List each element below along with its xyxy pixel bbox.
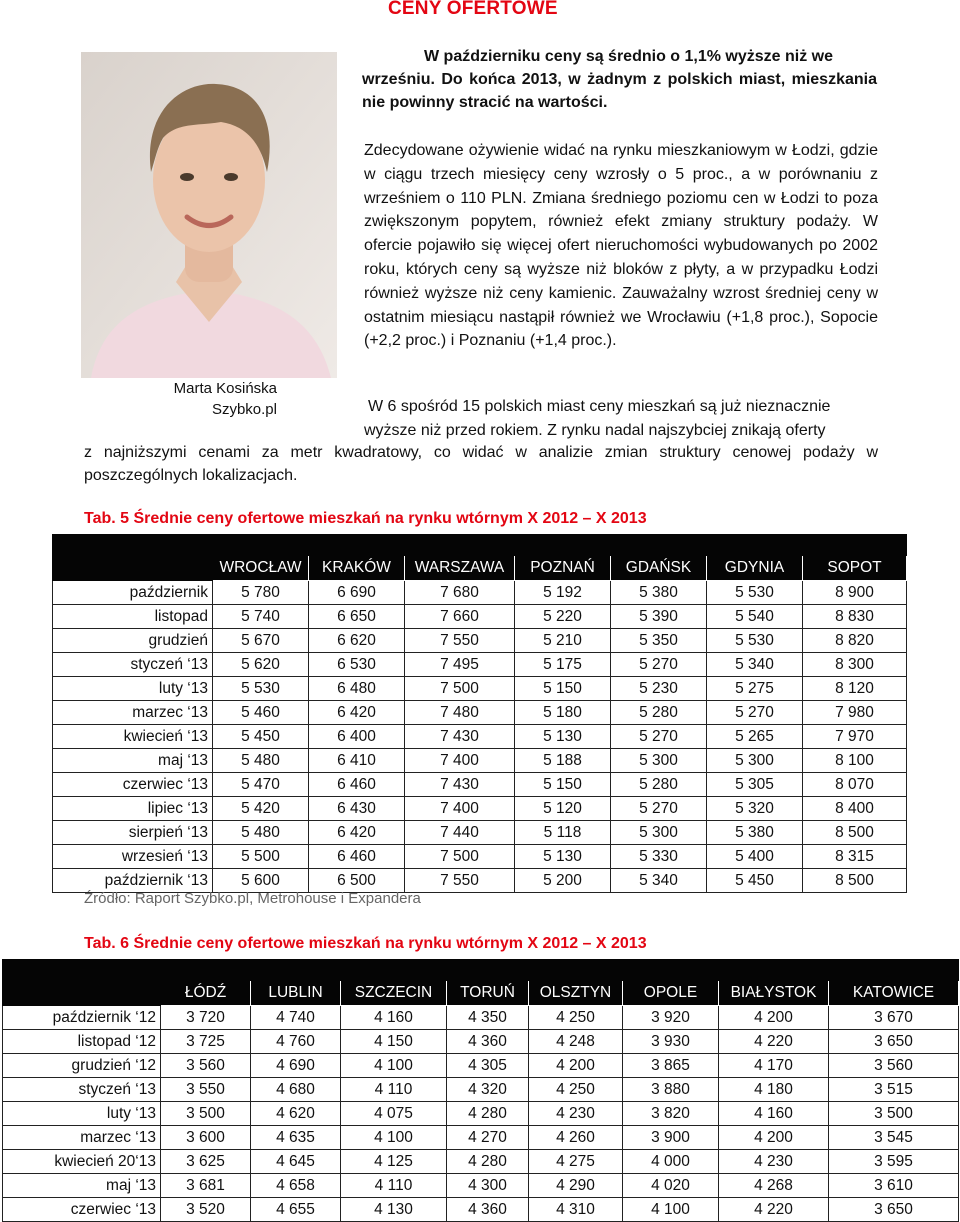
- price-cell: 4 230: [719, 1150, 829, 1174]
- price-cell: 8 500: [803, 821, 907, 845]
- price-cell: 4 305: [447, 1054, 529, 1078]
- price-cell: 5 780: [213, 581, 309, 605]
- price-cell: 3 595: [829, 1150, 959, 1174]
- table-row: [53, 869, 907, 893]
- row-label: grudzień ‘12: [3, 1054, 161, 1078]
- table5: [52, 534, 907, 893]
- price-cell: 5 150: [515, 677, 611, 701]
- price-cell: 5 420: [213, 797, 309, 821]
- price-cell: 7 400: [405, 749, 515, 773]
- row-label: październik ‘12: [3, 1006, 161, 1030]
- column-header: WARSZAWA: [405, 556, 515, 581]
- price-cell: 3 545: [829, 1126, 959, 1150]
- page-title: CENY OFERTOWE: [388, 0, 558, 19]
- price-cell: 7 480: [405, 701, 515, 725]
- column-header: LUBLIN: [251, 981, 341, 1006]
- price-cell: 4 220: [719, 1198, 829, 1222]
- price-cell: 5 270: [611, 797, 707, 821]
- table-row: [3, 1030, 959, 1054]
- price-cell: 3 500: [161, 1102, 251, 1126]
- price-cell: 5 460: [213, 701, 309, 725]
- price-cell: 4 760: [251, 1030, 341, 1054]
- price-cell: 3 820: [623, 1102, 719, 1126]
- price-cell: 3 520: [161, 1198, 251, 1222]
- price-cell: 4 100: [623, 1198, 719, 1222]
- price-cell: 5 530: [707, 581, 803, 605]
- row-label: wrzesień ‘13: [53, 845, 213, 869]
- price-cell: 5 320: [707, 797, 803, 821]
- price-cell: 3 500: [829, 1102, 959, 1126]
- column-header: OPOLE: [623, 981, 719, 1006]
- price-cell: 5 390: [611, 605, 707, 629]
- table-header-row: [53, 556, 907, 581]
- price-cell: 5 450: [213, 725, 309, 749]
- price-cell: 8 120: [803, 677, 907, 701]
- price-cell: 5 220: [515, 605, 611, 629]
- price-cell: 7 500: [405, 845, 515, 869]
- price-cell: 8 400: [803, 797, 907, 821]
- table-row: [53, 605, 907, 629]
- table-row: [3, 1198, 959, 1222]
- price-cell: 8 100: [803, 749, 907, 773]
- column-header: WROCŁAW: [213, 556, 309, 581]
- author-photo: [81, 52, 337, 378]
- para2-line-2: wyższe niż przed rokiem. Z rynku nadal najszybciej znikają oferty: [364, 421, 826, 439]
- price-cell: 5 270: [611, 653, 707, 677]
- price-cell: 8 900: [803, 581, 907, 605]
- price-cell: 5 380: [707, 821, 803, 845]
- row-label: styczeń ‘13: [53, 653, 213, 677]
- price-cell: 3 560: [161, 1054, 251, 1078]
- row-label: sierpień ‘13: [53, 821, 213, 845]
- price-cell: 6 650: [309, 605, 405, 629]
- price-cell: 7 430: [405, 725, 515, 749]
- column-header: GDYNIA: [707, 556, 803, 581]
- price-cell: 4 280: [447, 1102, 529, 1126]
- price-cell: 5 400: [707, 845, 803, 869]
- price-cell: 5 480: [213, 749, 309, 773]
- portrait-image: [81, 52, 337, 378]
- table6-caption: Tab. 6 Średnie ceny ofertowe mieszkań na rynku wtórnym X 2012 – X 2013: [84, 935, 647, 952]
- row-label: październik ‘13: [53, 869, 213, 893]
- column-header: POZNAŃ: [515, 556, 611, 581]
- price-cell: 5 192: [515, 581, 611, 605]
- table-row: [53, 749, 907, 773]
- column-header: GDAŃSK: [611, 556, 707, 581]
- price-cell: 5 600: [213, 869, 309, 893]
- price-cell: 4 100: [341, 1126, 447, 1150]
- price-cell: 5 130: [515, 725, 611, 749]
- row-label: maj ‘13: [3, 1174, 161, 1198]
- column-header: KATOWICE: [829, 981, 959, 1006]
- price-cell: 5 300: [611, 749, 707, 773]
- price-cell: 7 550: [405, 869, 515, 893]
- row-label: czerwiec ‘13: [3, 1198, 161, 1222]
- para2-line-1: W 6 spośród 15 polskich miast ceny mieszkań są już nieznacznie: [368, 398, 831, 415]
- row-label: luty ‘13: [53, 677, 213, 701]
- price-cell: 3 880: [623, 1078, 719, 1102]
- price-cell: 4 110: [341, 1174, 447, 1198]
- price-cell: 5 300: [611, 821, 707, 845]
- price-cell: 3 515: [829, 1078, 959, 1102]
- table-row: [53, 629, 907, 653]
- price-cell: 3 560: [829, 1054, 959, 1078]
- row-label: marzec ‘13: [3, 1126, 161, 1150]
- price-cell: 4 130: [341, 1198, 447, 1222]
- price-cell: 3 650: [829, 1030, 959, 1054]
- price-cell: 5 150: [515, 773, 611, 797]
- table-row: [3, 1006, 959, 1030]
- price-cell: 4 658: [251, 1174, 341, 1198]
- price-cell: 4 360: [447, 1030, 529, 1054]
- price-cell: 8 300: [803, 653, 907, 677]
- price-cell: 5 330: [611, 845, 707, 869]
- price-cell: 4 290: [529, 1174, 623, 1198]
- price-cell: 8 820: [803, 629, 907, 653]
- price-cell: 5 380: [611, 581, 707, 605]
- price-cell: 4 180: [719, 1078, 829, 1102]
- price-cell: 5 180: [515, 701, 611, 725]
- author-caption: [150, 378, 277, 420]
- price-cell: 4 740: [251, 1006, 341, 1030]
- price-cell: 8 500: [803, 869, 907, 893]
- price-cell: 5 540: [707, 605, 803, 629]
- table-row: [53, 581, 907, 605]
- column-header: KRAKÓW: [309, 556, 405, 581]
- price-cell: 4 655: [251, 1198, 341, 1222]
- price-cell: 7 970: [803, 725, 907, 749]
- price-cell: 4 248: [529, 1030, 623, 1054]
- price-cell: 3 610: [829, 1174, 959, 1198]
- price-cell: 6 460: [309, 845, 405, 869]
- price-cell: 3 720: [161, 1006, 251, 1030]
- price-cell: 4 075: [341, 1102, 447, 1126]
- body-paragraph-2-rest: z najniższymi cenami za metr kwadratowy, co widać w analizie zmian struktury cenowej podaży w poszczególnych lokalizacjach.: [84, 444, 878, 484]
- price-cell: 4 160: [719, 1102, 829, 1126]
- price-cell: 5 620: [213, 653, 309, 677]
- price-cell: 4 160: [341, 1006, 447, 1030]
- price-cell: 5 480: [213, 821, 309, 845]
- price-cell: 4 645: [251, 1150, 341, 1174]
- table-row: [3, 1078, 959, 1102]
- table5-caption: Tab. 5 Średnie ceny ofertowe mieszkań na rynku wtórnym X 2012 – X 2013: [84, 510, 647, 527]
- table-top-bar: [53, 535, 907, 556]
- table-row: [53, 677, 907, 701]
- price-cell: 4 000: [623, 1150, 719, 1174]
- price-cell: 6 530: [309, 653, 405, 677]
- price-cell: 5 350: [611, 629, 707, 653]
- price-cell: 5 280: [611, 773, 707, 797]
- price-cell: 5 270: [611, 725, 707, 749]
- price-cell: 5 118: [515, 821, 611, 845]
- price-cell: 7 400: [405, 797, 515, 821]
- price-cell: 8 830: [803, 605, 907, 629]
- price-cell: 5 120: [515, 797, 611, 821]
- body-paragraph-1: Zdecydowane ożywienie widać na rynku mieszkaniowym w Łodzi, gdzie w ciągu trzech miesięcy ceny wzrosły o 5 proc., a w porównaniu z wrześniem o 110 PLN. Zmiana średniego poziomu cen w Łodzi to poza zwiększonym popytem, również efekt zmiany struktury podaży. W ofercie pojawiło się więcej ofert nieruchomości wybudowanych po 2002 roku, których ceny są wyższe niż bloków z płyty, a w przypadku Łodzi również wyższe niż ceny kamienic. Zauważalny wzrost średniej ceny w ostatnim miesiącu nastąpił również we Wrocławiu (+1,8 proc.), Sopocie (+2,2 proc.) i Poznaniu (+1,4 proc.).: [364, 142, 878, 350]
- price-cell: 4 690: [251, 1054, 341, 1078]
- row-label: maj ‘13: [53, 749, 213, 773]
- price-cell: 6 410: [309, 749, 405, 773]
- price-cell: 5 270: [707, 701, 803, 725]
- price-cell: 7 660: [405, 605, 515, 629]
- row-label: kwiecień 20‘13: [3, 1150, 161, 1174]
- table5-source: Źródło: Raport Szybko.pl, Metrohouse i Expandera: [84, 890, 421, 907]
- header-blank-cell: [3, 981, 161, 1006]
- column-header: OLSZTYN: [529, 981, 623, 1006]
- price-cell: 5 340: [611, 869, 707, 893]
- lead-rest: wrześniu. Do końca 2013, w żadnym z polskich miast, mieszkania nie powinny stracić na wartości.: [362, 71, 877, 111]
- table6: [2, 959, 959, 1222]
- price-cell: 4 220: [719, 1030, 829, 1054]
- column-header: TORUŃ: [447, 981, 529, 1006]
- price-cell: 5 280: [611, 701, 707, 725]
- author-name: Marta Kosińska: [173, 380, 277, 397]
- price-cell: 7 980: [803, 701, 907, 725]
- column-header: BIAŁYSTOK: [719, 981, 829, 1006]
- price-cell: 5 300: [707, 749, 803, 773]
- price-cell: 4 310: [529, 1198, 623, 1222]
- price-cell: 4 280: [447, 1150, 529, 1174]
- price-cell: 7 680: [405, 581, 515, 605]
- price-cell: 6 460: [309, 773, 405, 797]
- price-cell: 6 500: [309, 869, 405, 893]
- price-cell: 4 680: [251, 1078, 341, 1102]
- price-cell: 4 268: [719, 1174, 829, 1198]
- price-cell: 3 650: [829, 1198, 959, 1222]
- price-cell: 8 315: [803, 845, 907, 869]
- table-row: [53, 797, 907, 821]
- row-label: luty ‘13: [3, 1102, 161, 1126]
- price-cell: 7 495: [405, 653, 515, 677]
- price-cell: 4 250: [529, 1006, 623, 1030]
- price-cell: 4 635: [251, 1126, 341, 1150]
- price-cell: 3 920: [623, 1006, 719, 1030]
- price-cell: 5 230: [611, 677, 707, 701]
- price-cell: 5 530: [213, 677, 309, 701]
- price-cell: 6 620: [309, 629, 405, 653]
- price-cell: 4 350: [447, 1006, 529, 1030]
- table-row: [3, 1150, 959, 1174]
- price-cell: 3 681: [161, 1174, 251, 1198]
- row-label: październik: [53, 581, 213, 605]
- price-cell: 5 175: [515, 653, 611, 677]
- price-cell: 4 125: [341, 1150, 447, 1174]
- price-cell: 4 020: [623, 1174, 719, 1198]
- price-cell: 3 550: [161, 1078, 251, 1102]
- price-cell: 5 670: [213, 629, 309, 653]
- price-cell: 4 275: [529, 1150, 623, 1174]
- price-cell: 7 440: [405, 821, 515, 845]
- price-cell: 7 430: [405, 773, 515, 797]
- row-label: listopad: [53, 605, 213, 629]
- table-row: [53, 701, 907, 725]
- price-cell: 3 600: [161, 1126, 251, 1150]
- row-label: styczeń ‘13: [3, 1078, 161, 1102]
- table-row: [3, 1174, 959, 1198]
- price-cell: 3 625: [161, 1150, 251, 1174]
- price-cell: 8 070: [803, 773, 907, 797]
- price-cell: 5 200: [515, 869, 611, 893]
- table-row: [53, 845, 907, 869]
- author-company: Szybko.pl: [211, 401, 277, 418]
- price-cell: 4 320: [447, 1078, 529, 1102]
- table-top-bar: [3, 960, 959, 981]
- price-cell: 3 725: [161, 1030, 251, 1054]
- lead-line-1: W październiku ceny są średnio o 1,1% wyższe niż we: [424, 48, 834, 65]
- price-cell: 4 360: [447, 1198, 529, 1222]
- price-cell: 6 420: [309, 821, 405, 845]
- row-label: czerwiec ‘13: [53, 773, 213, 797]
- row-label: grudzień: [53, 629, 213, 653]
- price-cell: 6 400: [309, 725, 405, 749]
- price-cell: 4 230: [529, 1102, 623, 1126]
- price-cell: 4 260: [529, 1126, 623, 1150]
- row-label: listopad ‘12: [3, 1030, 161, 1054]
- price-cell: 4 250: [529, 1078, 623, 1102]
- price-cell: 6 480: [309, 677, 405, 701]
- body-paragraph-2-start: [364, 395, 878, 442]
- table-row: [53, 725, 907, 749]
- price-cell: 5 275: [707, 677, 803, 701]
- price-cell: 4 100: [341, 1054, 447, 1078]
- table-row: [53, 653, 907, 677]
- table-row: [3, 1126, 959, 1150]
- price-cell: 5 340: [707, 653, 803, 677]
- price-cell: 3 930: [623, 1030, 719, 1054]
- table-header-row: [3, 981, 959, 1006]
- price-cell: 5 470: [213, 773, 309, 797]
- price-cell: 5 305: [707, 773, 803, 797]
- price-cell: 4 300: [447, 1174, 529, 1198]
- price-cell: 5 500: [213, 845, 309, 869]
- price-cell: 7 550: [405, 629, 515, 653]
- price-cell: 4 150: [341, 1030, 447, 1054]
- price-cell: 3 670: [829, 1006, 959, 1030]
- row-label: lipiec ‘13: [53, 797, 213, 821]
- price-cell: 4 170: [719, 1054, 829, 1078]
- price-cell: 4 200: [529, 1054, 623, 1078]
- price-cell: 5 210: [515, 629, 611, 653]
- price-cell: 5 450: [707, 869, 803, 893]
- price-cell: 4 200: [719, 1126, 829, 1150]
- table-row: [3, 1054, 959, 1078]
- price-cell: 3 865: [623, 1054, 719, 1078]
- price-cell: 4 270: [447, 1126, 529, 1150]
- price-cell: 3 900: [623, 1126, 719, 1150]
- column-header: SZCZECIN: [341, 981, 447, 1006]
- row-label: marzec ‘13: [53, 701, 213, 725]
- table-row: [3, 1102, 959, 1126]
- price-cell: 6 430: [309, 797, 405, 821]
- price-cell: 5 265: [707, 725, 803, 749]
- price-cell: 5 530: [707, 629, 803, 653]
- price-cell: 6 690: [309, 581, 405, 605]
- price-cell: 5 130: [515, 845, 611, 869]
- price-cell: 4 620: [251, 1102, 341, 1126]
- table-row: [53, 773, 907, 797]
- lead-paragraph: [362, 45, 877, 114]
- price-cell: 5 188: [515, 749, 611, 773]
- table-row: [53, 821, 907, 845]
- price-cell: 4 110: [341, 1078, 447, 1102]
- price-cell: 6 420: [309, 701, 405, 725]
- column-header: SOPOT: [803, 556, 907, 581]
- column-header: ŁÓDŹ: [161, 981, 251, 1006]
- price-cell: 4 200: [719, 1006, 829, 1030]
- row-label: kwiecień ‘13: [53, 725, 213, 749]
- price-cell: 5 740: [213, 605, 309, 629]
- header-blank-cell: [53, 556, 213, 581]
- price-cell: 7 500: [405, 677, 515, 701]
